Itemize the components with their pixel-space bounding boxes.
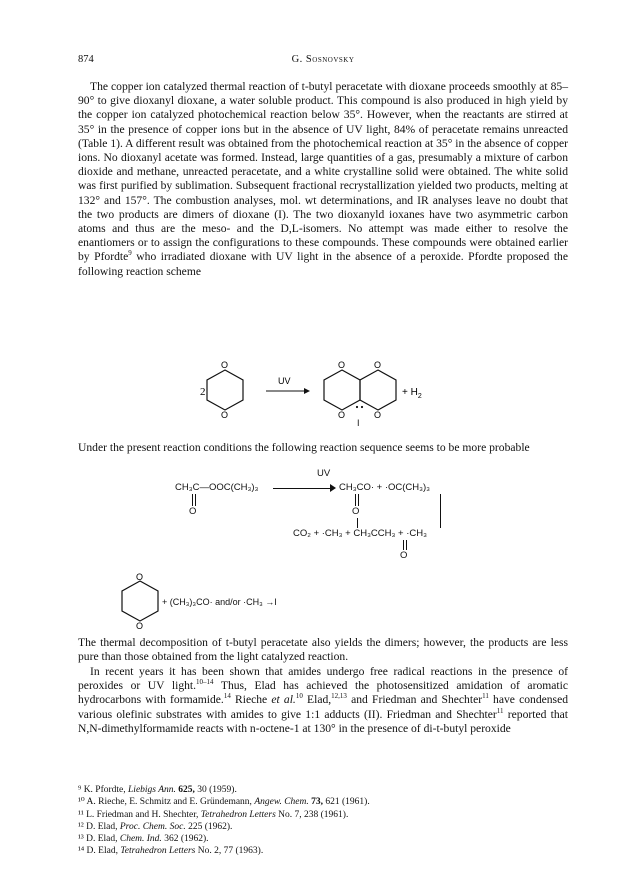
ref-mark: 9 <box>128 249 132 258</box>
dimer-oxygen-2: O <box>374 360 382 370</box>
scheme2-reactant: CH₃C—OOC(CH₃)₃ <box>175 482 259 493</box>
paragraph-1-text: The copper ion catalyzed thermal reaction of t-butyl peracetate with dioxane proceeds smoothly at 85–90° to give dioxanyl dioxane, a water soluble product. This compound is also produced in high yield by the copper ion catalyzed photochemical reaction below 35°. However, when the reactants are stirred at 35° in the presence of copper ions but in the absence of UV light, 84% of peracetate remains unreacted (Table 1). A different result was obtained from the photochemical reaction at 35° in the absence of copper ions. No dioxanyl acetate was formed. Instead, large quantities of a gas, presumably a mixture of carbon dioxide and methane, unreacted peracetate, and a white crystalline solid were obtained. The white solid was first purified by sublimation. Subsequent fractional recrystallization yielded two products, melting at 132° and 157°. The combustion analyses, mol. wt determinations, and IR analyses leave no doubt that the two products are dimers of dioxane (I). The two dioxanyld ioxanes have two asymmetric carbon atoms and thus are the meso- and the D,L-isomers. No attempt was made either to resolve the enantiomers or to assign the configurations to these compounds. These compounds were obtained earlier by Pfordte <box>78 80 568 264</box>
arrowhead <box>304 388 310 394</box>
scheme2-acetone-o: O <box>400 550 408 561</box>
scheme2-products: CH₃CO· + ·OC(CH₃)₃ <box>339 482 431 493</box>
running-head: G. Sosnovsky <box>291 54 355 65</box>
dimer-oxygen-4: O <box>374 410 382 420</box>
scheme1-coefficient: 2 <box>200 386 206 398</box>
ring-oxygen-bottom: O <box>221 410 229 420</box>
paragraph-1-tail: who irradiated dioxane with UV light in the absence of a peroxide. Pfordte proposed the following reaction scheme <box>78 250 568 278</box>
dimer-oxygen-3: O <box>338 410 346 420</box>
scheme2-acetyl-o: O <box>352 506 360 517</box>
scheme2-carbonyl-o: O <box>189 506 197 517</box>
svg-text:O: O <box>136 573 144 582</box>
ring-oxygen-top: O <box>221 360 229 370</box>
reference-item: ¹⁰ A. Rieche, E. Schmitz and E. Gründemann, Angew. Chem. 73, 621 (1961). <box>78 797 370 808</box>
plus-h2: + $H_2$ <box>402 387 422 400</box>
pfordte-scheme <box>170 360 460 422</box>
uv-label: UV <box>278 376 291 386</box>
paragraph-4: In recent years it has been shown that amides undergo free radical reactions in the presence of peroxides or UV light.$^{10-14}$ Thus, Elad has achieved the photosensitized amidation of aromatic hydrocarbons with formamide.$^{14}$ Rieche et al.$^{10}$ Elad,$^{12,13}$ and Friedman and Shechter$^{11}$ have condensed various olefinic substrates with amides to give 1:1 adducts (II). Friedman and Shechter$^{11}$ reported that N,N-dimethylformamide reacts with n-octene-1 at 130° in the presence of di-t-butyl peroxide <box>78 665 569 735</box>
dimer-ring-left <box>324 370 360 410</box>
reference-item: ¹³ D. Elad, Chem. Ind. 362 (1962). <box>78 834 209 845</box>
scheme2-final-step: + (CH₃)₃CO· and/or ·CH₃ →I <box>162 597 277 607</box>
page-number: 874 <box>78 54 94 65</box>
scheme2-arrowhead <box>330 484 336 492</box>
scheme2-uv-label: UV <box>317 468 331 479</box>
reference-item: ¹¹ L. Friedman and H. Shechter, Tetrahedron Letters No. 7, 238 (1961). <box>78 809 349 820</box>
reaction-sequence <box>175 468 475 578</box>
product-label-I: I <box>357 418 360 428</box>
reference-item: ¹⁴ D. Elad, Tetrahedron Letters No. 2, 77 (1963). <box>78 846 264 857</box>
dimer-oxygen-1: O <box>338 360 346 370</box>
scheme2-decomposition: CO₂ + ·CH₃ + CH₃CCH₃ + ·CH₃ <box>293 528 427 539</box>
paragraph-3-text: The thermal decomposition of t-butyl peracetate also yields the dimers; however, the products are less pure than those obtained from the light catalyzed reaction. <box>78 636 568 664</box>
paragraph-2-text: Under the present reaction conditions the following reaction sequence seems to be more probable <box>78 441 530 454</box>
paragraph-2 <box>78 441 568 455</box>
dioxane-ring <box>207 370 243 410</box>
svg-text:O: O <box>136 621 144 631</box>
reference-item: ⁹ K. Pfordte, Liebigs Ann. 625, 30 (1959). <box>78 785 237 795</box>
paragraph-1 <box>78 80 568 279</box>
references <box>78 784 568 858</box>
paragraph-3 <box>78 636 568 664</box>
dimer-ring-right <box>360 370 396 410</box>
reference-item: ¹² D. Elad, Proc. Chem. Soc. 225 (1962). <box>78 821 233 832</box>
scheme2-arrow <box>273 488 333 489</box>
